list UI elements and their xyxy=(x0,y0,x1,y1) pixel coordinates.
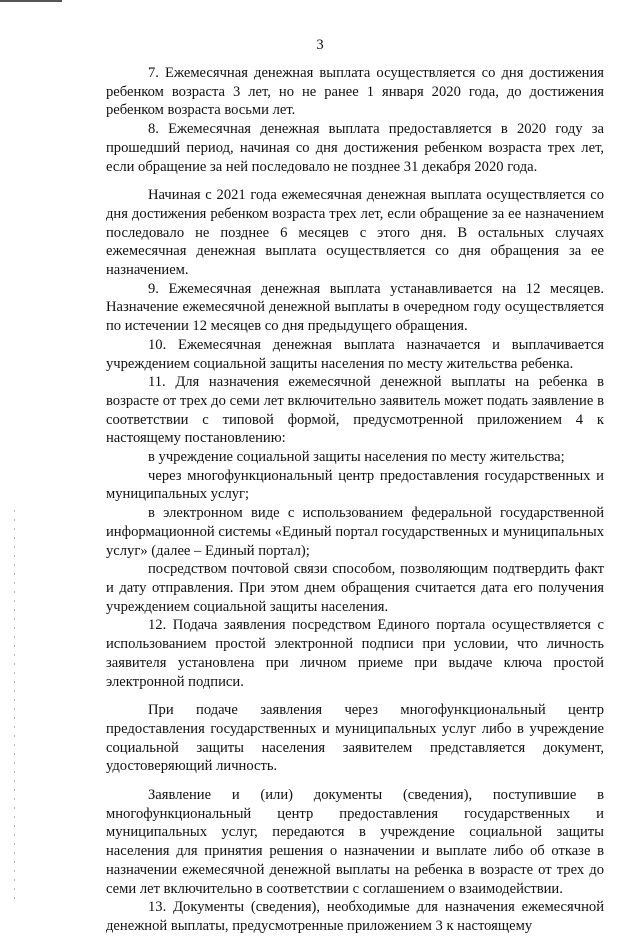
paragraph-8: 8. Ежемесячная денежная выплата предоставляется в 2020 году за прошедший период, начиная со дня достижения ребенком возраста трех лет, если обращение за ней последовало не позднее 31 декабря 2020 года. xyxy=(106,121,604,175)
paragraph-7: 7. Ежемесячная денежная выплата осуществляется со дня достижения ребенком возраста 3 лет, но не ранее 1 января 2020 года, до достижения ребенком возраста восьми лет. xyxy=(106,65,604,119)
paragraph-11-option-3: в электронном виде с использованием федеральной государственной информационной системы «Единый портал государственных и муниципальных услуг» (далее – Единый портал); xyxy=(106,505,604,559)
paragraph-11-option-1: в учреждение социальной защиты населения по месту жительства; xyxy=(148,449,565,466)
paragraph-11-option-2: через многофункциональный центр предоставления государственных и муниципальных услуг; xyxy=(106,467,604,503)
document-body xyxy=(106,64,604,936)
paragraph-9: 9. Ежемесячная денежная выплата устанавливается на 12 месяцев. Назначение ежемесячной денежной выплаты в очередном году осуществляется по истечении 12 месяцев со дня предыдущего обращения. xyxy=(106,280,604,335)
paragraph-11-option-4: посредством почтовой связи способом, позволяющим подтвердить факт и дату отправления. При этом днем обращения считается дата его получения учреждением социальной защиты населения. xyxy=(106,561,604,615)
paragraph-12-continued-2: Заявление и (или) документы (сведения), поступившие в многофункциональный центр предоставления государственных и муниципальных услуг, передаются в учреждение социальной защиты населения для принятия решения о назначении и выплате либо об отказе в назначении ежемесячной денежной выплаты на ребенка в возрасте от трех до семи лет включительно в соответствии с соглашением о взаимодействии. xyxy=(106,787,604,897)
paragraph-11: 11. Для назначения ежемесячной денежной выплаты на ребенка в возрасте от трех до семи лет включительно заявитель может подать заявление в соответствии с типовой формой, предусмотренной приложением 4 к настоящему постановлению: xyxy=(106,374,604,447)
scan-artifact-line xyxy=(0,0,62,2)
paragraph-12-continued-1: При подаче заявления через многофункциональный центр предоставления государственных и муниципальных услуг либо в учреждение социальной защиты населения заявителем представляется документ, удостоверяющий личность. xyxy=(106,702,604,775)
paragraph-8-continued: Начиная с 2021 года ежемесячная денежная выплата осуществляется со дня достижения ребенком возраста трех лет, если обращение за ее назначением последовало не позднее 6 месяцев с этого дня. В остальных случаях ежемесячная денежная выплата осуществляется со дня обращения за ее назначением. xyxy=(106,187,604,279)
paragraph-13: 13. Документы (сведения), необходимые для назначения ежемесячной денежной выплаты, предусмотренные приложением 3 к настоящему xyxy=(106,899,604,934)
scan-artifact-dots xyxy=(14,510,15,900)
page-number: 3 xyxy=(316,37,324,53)
paragraph-12: 12. Подача заявления посредством Единого портала осуществляется с использованием простой электронной подписи при условии, что личность заявителя установлена при личном приеме при выдаче ключа простой электронной подписи. xyxy=(106,617,604,690)
paragraph-10: 10. Ежемесячная денежная выплата назначается и выплачивается учреждением социальной защиты населения по месту жительства ребенка. xyxy=(106,336,604,372)
